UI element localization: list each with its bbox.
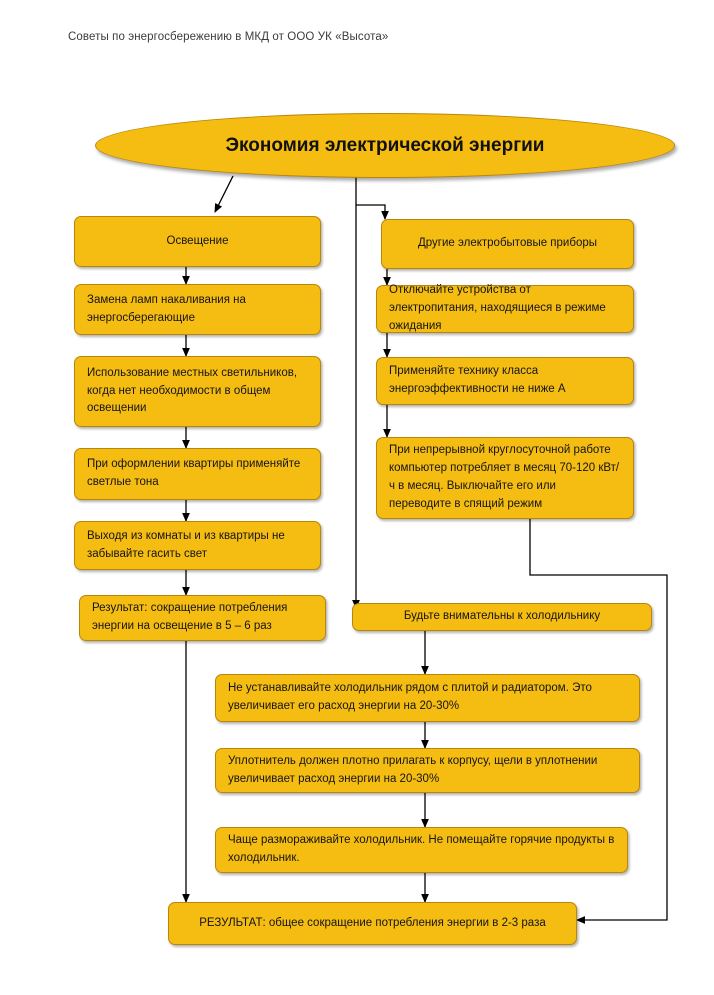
- page-header-note: Советы по энергосбережению в МКД от ООО УК «Высота»: [68, 31, 389, 43]
- node-fridge-seal[interactable]: Уплотнитель должен плотно прилагать к корпусу, щели в уплотнении увеличивает расход энергии на 20-30%: [215, 748, 640, 793]
- node-fridge-defrost[interactable]: Чаще размораживайте холодильник. Не помещайте горячие продукты в холодильник.: [215, 827, 628, 873]
- root-node-energy-saving[interactable]: Экономия электрической энергии: [95, 113, 675, 178]
- node-turn-off-light[interactable]: Выходя из комнаты и из квартиры не забывайте гасить свет: [74, 521, 321, 570]
- node-lighting-result[interactable]: Результат: сокращение потребления энергии на освещение в 5 – 6 раз: [79, 595, 326, 641]
- node-fridge-placement[interactable]: Не устанавливайте холодильник рядом с плитой и радиатором. Это увеличивает его расход энергии на 20-30%: [215, 674, 640, 722]
- node-fridge-attention[interactable]: Будьте внимательны к холодильнику: [352, 603, 652, 631]
- node-unplug-standby[interactable]: Отключайте устройства от электропитания, находящиеся в режиме ожидания: [376, 285, 634, 333]
- node-overall-result[interactable]: РЕЗУЛЬТАТ: общее сокращение потребления энергии в 2-3 раза: [168, 902, 577, 945]
- node-light-colors[interactable]: При оформлении квартиры применяйте светлые тона: [74, 448, 321, 500]
- node-replace-bulbs[interactable]: Замена ламп накаливания на энергосберегающие: [74, 284, 321, 335]
- node-lighting[interactable]: Освещение: [74, 216, 321, 267]
- node-other-appliances[interactable]: Другие электробытовые приборы: [381, 219, 634, 269]
- node-local-lamps[interactable]: Использование местных светильников, когда нет необходимости в общем освещении: [74, 356, 321, 427]
- node-energy-class-a[interactable]: Применяйте технику класса энергоэффективности не ниже А: [376, 357, 634, 405]
- node-computer-consumption[interactable]: При непрерывной круглосуточной работе компьютер потребляет в месяц 70-120 кВт/ч в месяц. Выключайте его или переводите в спящий режим: [376, 437, 634, 519]
